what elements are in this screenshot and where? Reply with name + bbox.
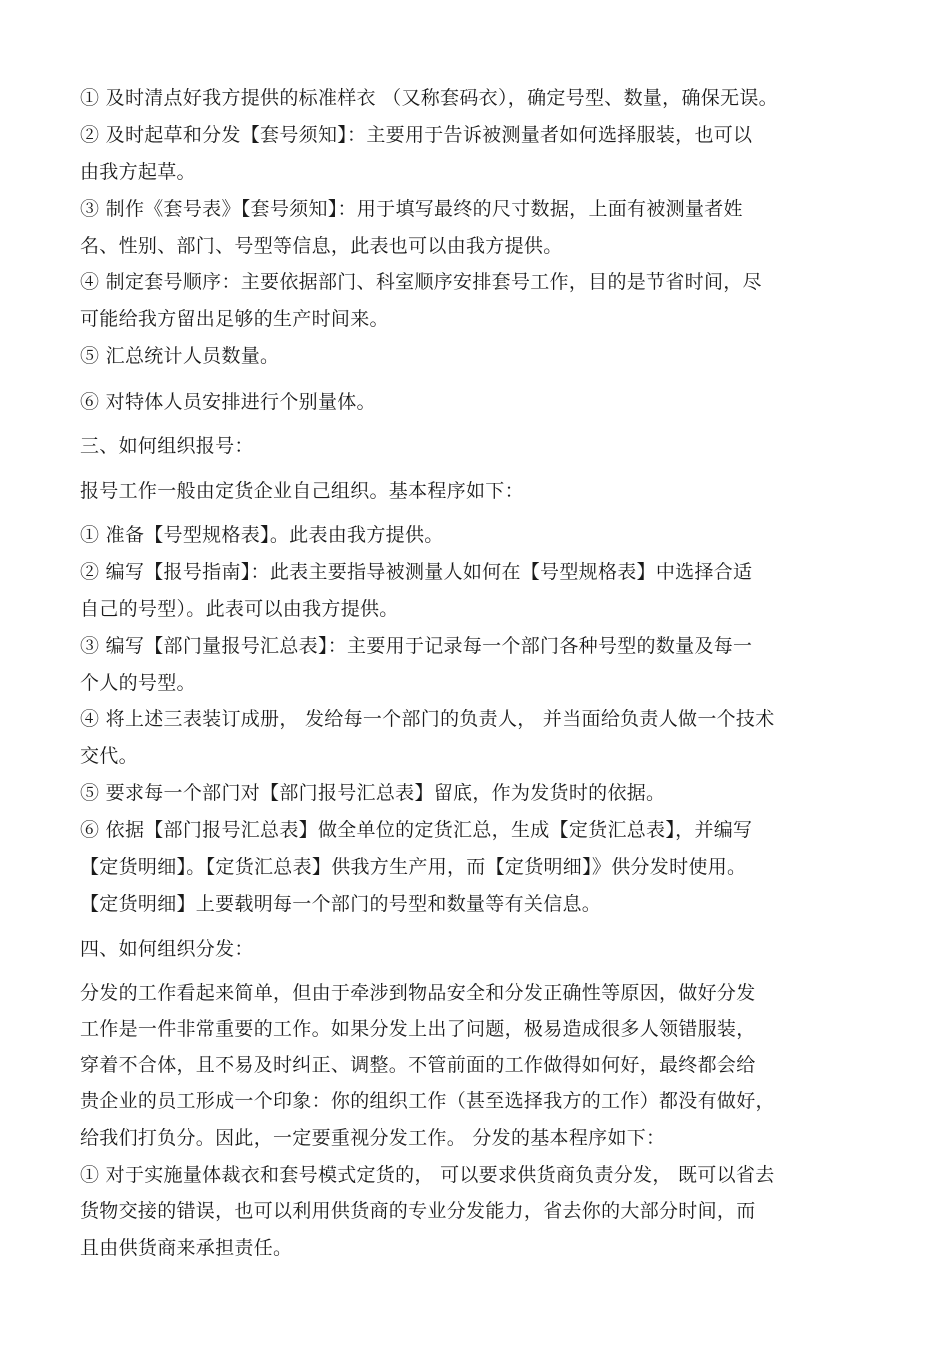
list-item-dept-summary: ③ 编写【部门量报号汇总表】：主要用于记录每一个部门各种号型的数量及每一 — [80, 635, 753, 657]
text-line: 自己的号型）。此表可以由我方提供。 — [80, 598, 399, 620]
text-line: 工作是一件非常重要的工作。如果分发上出了问题，极易造成很多人领错服装， — [80, 1018, 756, 1040]
text-line: 个人的号型。 — [80, 672, 196, 694]
text-line: 交代。 — [80, 745, 138, 767]
section-heading-size-reporting: 三、如何组织报号： — [80, 435, 254, 457]
list-item-order-summary: ⑥ 依据【部门报号汇总表】做全单位的定货汇总，生成【定货汇总表】，并编写 — [80, 819, 753, 841]
list-item-write-guide: ② 编写【报号指南】：此表主要指导被测量人如何在【号型规格表】中选择合适 — [80, 561, 753, 583]
paragraph-intro: 报号工作一般由定货企业自己组织。基本程序如下： — [80, 480, 524, 502]
list-item-make-sizing-table: ③ 制作《套号表》【套号须知】：用于填写最终的尺寸数据，上面有被测量者姓 — [80, 198, 743, 220]
list-item-draft-sizing-notice: ② 及时起草和分发【套号须知】：主要用于告诉被测量者如何选择服装，也可以 — [80, 124, 753, 146]
list-item-count-staff: ⑤ 汇总统计人员数量。 — [80, 345, 280, 367]
list-item-prepare-size-spec: ① 准备【号型规格表】。此表由我方提供。 — [80, 524, 444, 546]
text-line: 且由供货商来承担责任。 — [80, 1237, 293, 1259]
text-line: 贵企业的员工形成一个印象：你的组织工作（甚至选择我方的工作）都没有做好， — [80, 1090, 775, 1112]
text-line: 名、性别、部门、号型等信息，此表也可以由我方提供。 — [80, 235, 563, 257]
text-line: 可能给我方留出足够的生产时间来。 — [80, 308, 389, 330]
list-item-check-sample-garments: ① 及时清点好我方提供的标准样衣 （又称套码衣），确定号型、数量，确保无误。 — [80, 87, 778, 109]
text-line: 【定货明细】上要载明每一个部门的号型和数量等有关信息。 — [80, 893, 602, 915]
list-item-special-body-types: ⑥ 对特体人员安排进行个别量体。 — [80, 391, 376, 413]
list-item-bind-booklet: ④ 将上述三表装订成册， 发给每一个部门的负责人， 并当面给负责人做一个技术 — [80, 708, 775, 730]
section-heading-distribution: 四、如何组织分发： — [80, 938, 254, 960]
text-line: 由我方起草。 — [80, 161, 196, 183]
text-line: 穿着不合体，且不易及时纠正、调整。不管前面的工作做得如何好，最终都会给 — [80, 1054, 756, 1076]
text-line: 给我们打负分。因此，一定要重视分发工作。 分发的基本程序如下： — [80, 1127, 666, 1149]
list-item-supplier-distribution: ① 对于实施量体裁衣和套号模式定货的， 可以要求供货商负责分发， 既可以省去 — [80, 1164, 775, 1186]
list-item-keep-records: ⑤ 要求每一个部门对【部门报号汇总表】留底，作为发货时的依据。 — [80, 782, 666, 804]
list-item-sizing-order: ④ 制定套号顺序：主要依据部门、科室顺序安排套号工作，目的是节省时间，尽 — [80, 271, 762, 293]
text-line: 【定货明细】。【定货汇总表】供我方生产用，而【定货明细】》供分发时使用。 — [80, 856, 747, 878]
paragraph-distribution: 分发的工作看起来简单，但由于牵涉到物品安全和分发正确性等原因，做好分发 — [80, 982, 756, 1004]
text-line: 货物交接的错误，也可以利用供货商的专业分发能力，省去你的大部分时间，而 — [80, 1200, 756, 1222]
